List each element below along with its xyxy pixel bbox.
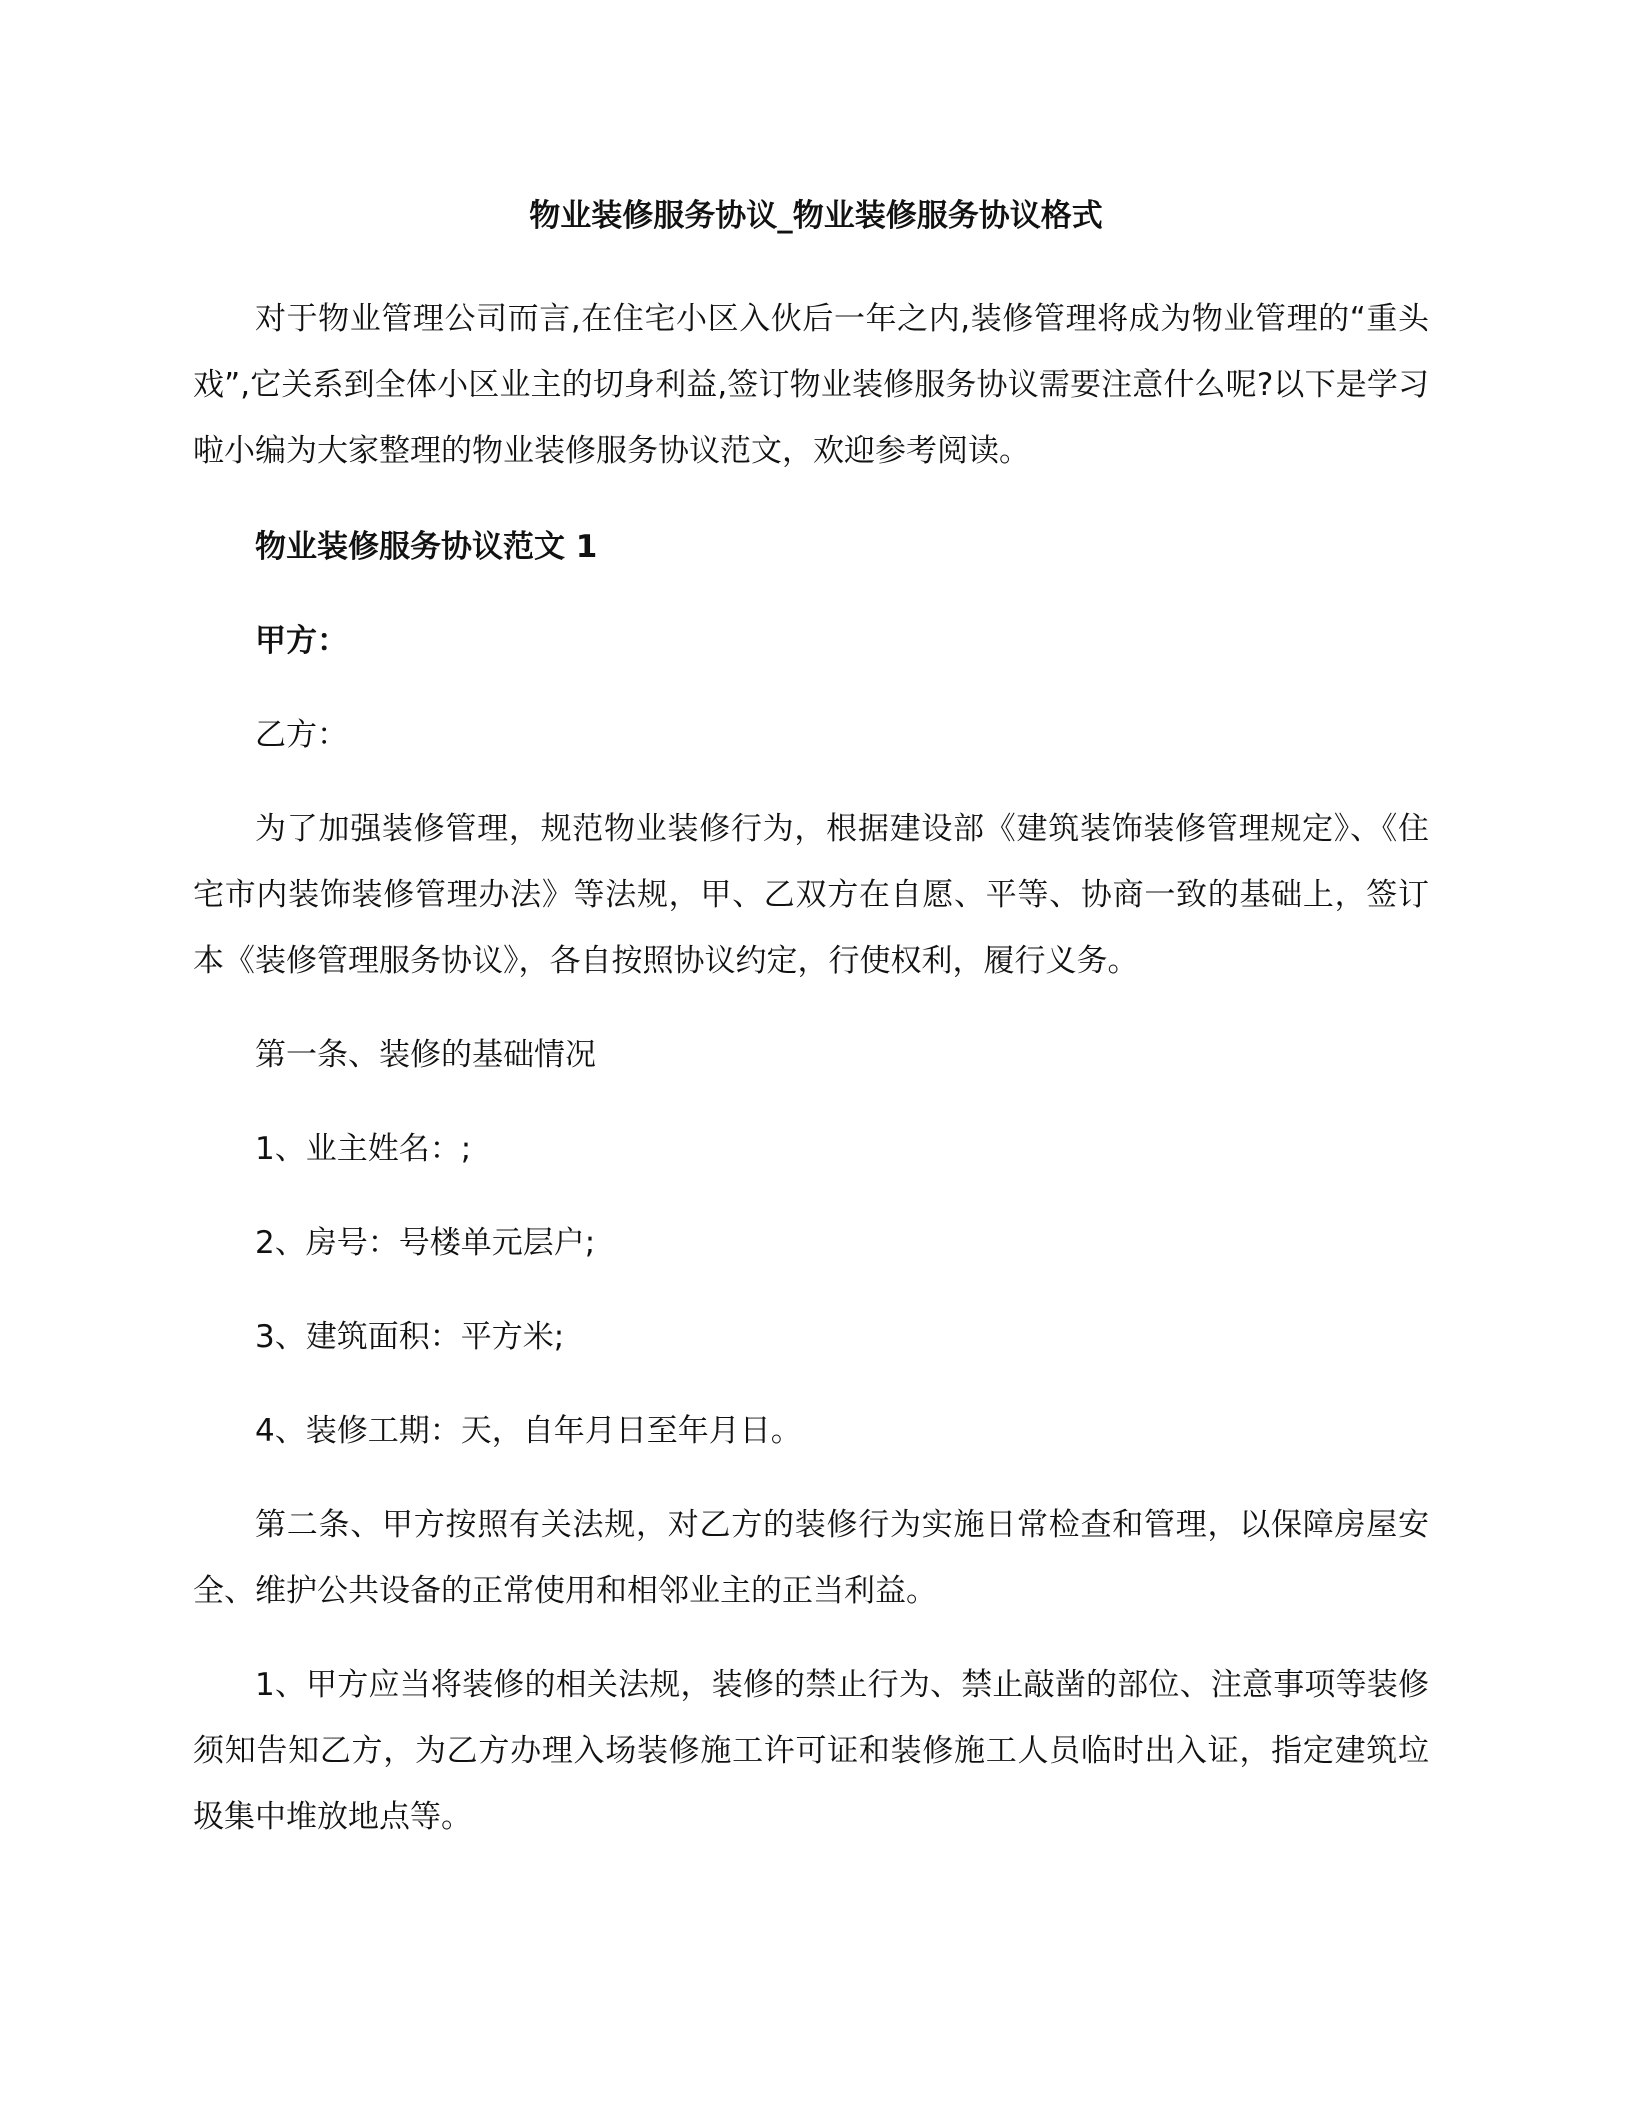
party-b-line: 乙方： (255, 717, 348, 753)
article-1-heading: 第一条、装修的基础情况 (255, 1037, 596, 1073)
list-item: 2、房号：号楼单元层户; (255, 1225, 596, 1261)
document-title: 物业装修服务协议_物业装修服务协议格式 (529, 198, 1103, 234)
list-item: 3、建筑面积：平方米; (255, 1319, 565, 1355)
article-2-paragraph: 第二条、甲方按照有关法规，对乙方的装修行为实施日常检查和管理，以保障房屋安全、维护公共设备的正常使用和相邻业主的正当利益。 (193, 1507, 1429, 1609)
party-a-line: 甲方： (255, 623, 348, 659)
list-item: 1、业主姓名：; (255, 1131, 472, 1167)
article-2-item-1: 1、甲方应当将装修的相关法规，装修的禁止行为、禁止敲凿的部位、注意事项等装修须知告知乙方，为乙方办理入场装修施工许可证和装修施工人员临时出入证，指定建筑垃圾集中堆放地点等。 (193, 1667, 1429, 1835)
section-heading: 物业装修服务协议范文 1 (255, 529, 598, 565)
document-body (193, 286, 1429, 1850)
preamble-paragraph: 为了加强装修管理，规范物业装修行为，根据建设部《建筑装饰装修管理规定》、《住宅市内装饰装修管理办法》等法规，甲、乙双方在自愿、平等、协商一致的基础上，签订本《装修管理服务协议》，各自按照协议约定，行使权利，履行义务。 (193, 811, 1429, 979)
intro-paragraph: 对于物业管理公司而言,在住宅小区入伙后一年之内,装修管理将成为物业管理的“重头戏”,它关系到全体小区业主的切身利益,签订物业装修服务协议需要注意什么呢?以下是学习啦小编为大家整理的物业装修服务协议范文，欢迎参考阅读。 (193, 301, 1429, 469)
list-item: 4、装修工期：天，自年月日至年月日。 (255, 1413, 802, 1449)
